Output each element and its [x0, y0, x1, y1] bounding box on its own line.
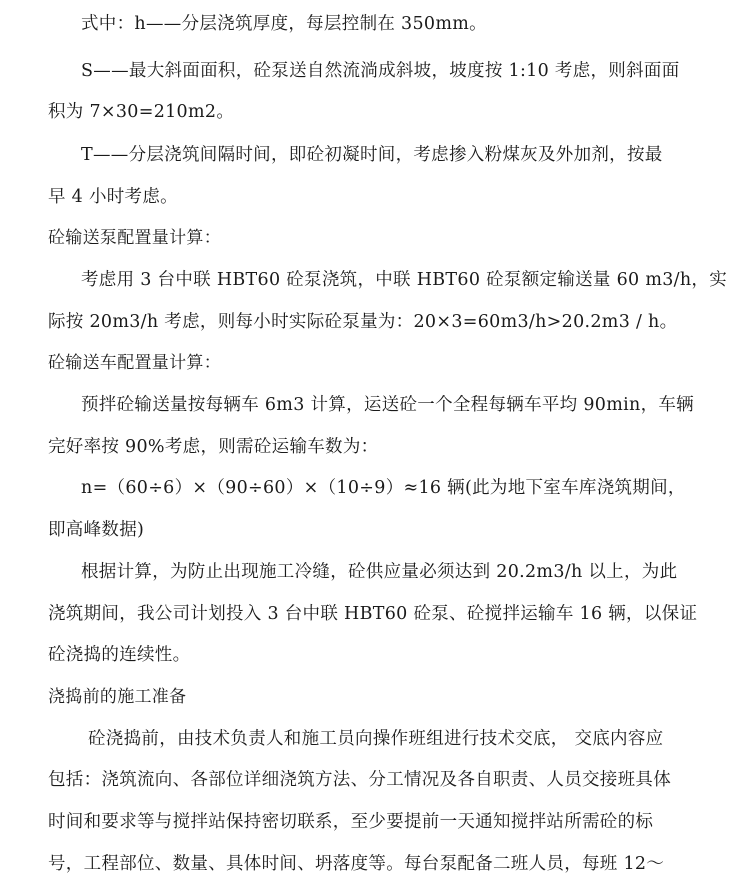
text-line: 包括：浇筑流向、各部位详细浇筑方法、分工情况及各自职责、人员交接班具体 [48, 770, 671, 790]
text-line: 即高峰数据) [48, 520, 145, 540]
text-line: n=（60÷6）×（90÷60）×（10÷9）≈16 辆(此为地下室车库浇筑期间， [81, 478, 686, 498]
text-line: 积为 7×30=210m2。 [48, 102, 235, 122]
text-line: 砼浇捣前，由技术负责人和施工员向操作班组进行技术交底， 交底内容应 [88, 729, 664, 749]
text-line: 砼浇捣的连续性。 [48, 645, 191, 665]
text-line: 预拌砼输送量按每辆车 6m3 计算，运送砼一个全程每辆车平均 90min，车辆 [81, 395, 694, 415]
text-line: 时间和要求等与搅拌站保持密切联系，至少要提前一天通知搅拌站所需砼的标 [48, 812, 654, 832]
section-heading: 浇捣前的施工准备 [48, 687, 187, 707]
text-line: 式中：h——分层浇筑厚度，每层控制在 350mm。 [81, 14, 487, 34]
text-line: 际按 20m3/h 考虑，则每小时实际砼泵量为：20×3=60m3/h>20.2m3 / h。 [48, 312, 678, 332]
text-line: S——最大斜面面积，砼泵送自然流淌成斜坡，坡度按 1:10 考虑，则斜面面 [81, 61, 680, 81]
text-line: 早 4 小时考虑。 [48, 187, 178, 207]
section-heading: 砼输送泵配置量计算： [48, 228, 221, 248]
text-line: 根据计算，为防止出现施工冷缝，砼供应量必须达到 20.2m3/h 以上，为此 [81, 562, 678, 582]
text-line: 完好率按 90%考虑，则需砼运输车数为： [48, 437, 379, 457]
text-line: 浇筑期间，我公司计划投入 3 台中联 HBT60 砼泵、砼搅拌运输车 16 辆，以保证 [48, 604, 698, 624]
text-line: T——分层浇筑间隔时间，即砼初凝时间，考虑掺入粉煤灰及外加剂，按最 [81, 145, 663, 165]
text-line: 考虑用 3 台中联 HBT60 砼泵浇筑，中联 HBT60 砼泵额定输送量 60 m3/h，实 [81, 270, 728, 290]
text-line: 号，工程部位、数量、具体时间、坍落度等。每台泵配备二班人员，每班 12～ [48, 854, 665, 874]
section-heading: 砼输送车配置量计算： [48, 353, 221, 373]
